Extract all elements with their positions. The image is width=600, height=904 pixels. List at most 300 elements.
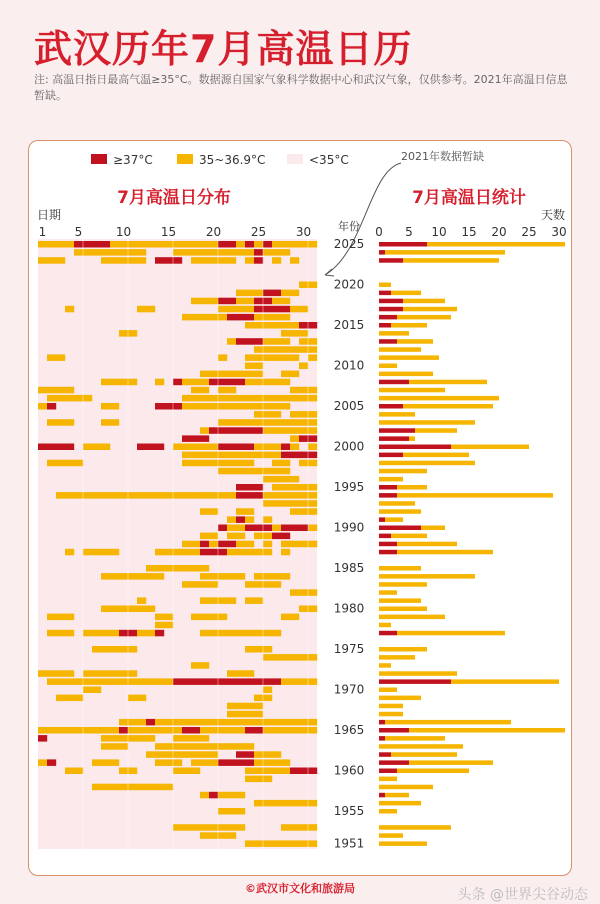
heat-cell-2025-day20 [209,241,218,248]
heat-cell-1985-day16 [173,565,182,572]
heat-cell-1994-day24 [245,492,254,499]
heat-cell-1960-day29 [290,768,299,775]
heat-cell-1960-day16 [173,768,182,775]
heat-cell-1957-day23 [236,792,245,799]
heat-cell-1971-day2 [47,678,56,685]
heat-cell-1977-day12 [137,630,146,637]
heat-cell-1997-day24 [245,468,254,475]
heat-cell-1997-day21 [218,468,227,475]
heat-cell-2023-day22 [227,257,236,264]
bar-hot-1965 [379,728,409,733]
bar-hot-1957 [379,793,385,798]
heat-cell-1984-day20 [209,573,218,580]
heat-cell-2001-day19 [200,435,209,442]
heat-cell-2025-day15 [164,241,173,248]
heat-cell-1966-day20 [209,719,218,726]
heat-cell-2013-day24 [245,338,254,345]
heat-cell-1969-day11 [128,695,137,702]
heat-cell-1975-day10 [119,646,128,653]
heat-cell-1985-day14 [155,565,164,572]
heat-cell-1952-day22 [227,832,236,839]
heat-cell-1966-day30 [299,719,308,726]
heat-cell-1960-day5 [74,768,83,775]
heat-cell-1994-day10 [119,492,128,499]
bar-hot-1995 [379,485,397,490]
heat-cell-1969-day12 [137,695,146,702]
heat-cell-2024-day10 [119,249,128,256]
legend-swatch-hot [91,154,107,164]
bar-x-tick-15: 15 [461,225,477,239]
heat-cell-2007-day21 [218,387,227,394]
heat-cell-2007-day1 [38,387,47,394]
heat-cell-1953-day23 [236,824,245,831]
bar-warm-1972 [379,671,457,676]
heat-cell-2012-day25 [254,346,263,353]
heat-cell-1999-day25 [254,452,263,459]
heat-cell-2004-day27 [272,411,281,418]
heat-cell-1980-day8 [101,606,110,613]
heat-cell-1991-day24 [245,516,254,523]
heat-cell-1961-day15 [164,759,173,766]
heat-cell-1994-day6 [83,492,92,499]
heat-cell-2017-day30 [299,306,308,313]
heat-cell-1965-day6 [83,727,92,734]
heat-cell-2024-day22 [227,249,236,256]
heat-cell-2009-day25 [254,371,263,378]
bar-warm-1961 [409,760,493,765]
heat-cell-2025-day17 [182,241,191,248]
watermark: 头条 @世界尖谷动态 [457,887,588,903]
heat-cell-2019-day24 [245,290,254,297]
heat-cell-2024-day16 [173,249,182,256]
heat-cell-2011-day26 [263,354,272,361]
bar-hot-2024 [379,250,385,255]
heat-cell-1962-day27 [272,751,281,758]
heat-cell-2012-day31 [308,346,317,353]
heat-cell-1978-day14 [155,622,164,629]
bar-warm-2014 [379,331,409,336]
heat-cell-1979-day15 [164,614,173,621]
heat-cell-1964-day19 [200,735,209,742]
heat-cell-1953-day22 [227,824,236,831]
heat-cell-2005-day28 [281,403,290,410]
heat-cell-1987-day20 [209,549,218,556]
heat-cell-1977-day24 [245,630,254,637]
heat-cell-2023-day3 [56,257,65,264]
heat-cell-2000-day26 [263,444,272,451]
heat-cell-1988-day22 [227,541,236,548]
heat-cell-1998-day4 [65,460,74,467]
heat-cell-1992-day29 [290,508,299,515]
heat-cell-2014-day11 [128,330,137,337]
heat-cell-2007-day29 [290,387,299,394]
heat-cell-1998-day5 [74,460,83,467]
heat-cell-2005-day19 [200,403,209,410]
heat-cell-1963-day14 [155,743,164,750]
heat-cell-1961-day9 [110,759,119,766]
heat-cell-1990-day27 [272,525,281,532]
heat-cell-2006-day24 [245,395,254,402]
heat-cell-2004-day30 [299,411,308,418]
heat-cell-1998-day23 [236,460,245,467]
heat-cell-2025-day23 [236,241,245,248]
heat-cell-2011-day3 [56,354,65,361]
heat-cell-1962-day13 [146,751,155,758]
bar-warm-1952 [379,833,403,838]
bar-warm-1956 [379,801,421,806]
bar-hot-2017 [379,307,403,312]
bar-warm-1969 [379,696,421,701]
heat-cell-1998-day24 [245,460,254,467]
heat-cell-1987-day25 [254,549,263,556]
heat-cell-2025-day31 [308,241,317,248]
heat-cell-1977-day26 [263,630,272,637]
heatmap-x-tick-5: 5 [74,225,83,239]
bar-warm-1982 [379,590,397,595]
heat-cell-2008-day9 [110,379,119,386]
heat-cell-1966-day26 [263,719,272,726]
heat-cell-1994-day13 [146,492,155,499]
heat-cell-2018-day23 [236,298,245,305]
heat-cell-2000-day1 [38,444,47,451]
heat-cell-1987-day24 [245,549,254,556]
heat-cell-1990-day28 [281,525,290,532]
heat-cell-1972-day1 [38,670,47,677]
heat-cell-1999-day27 [272,452,281,459]
heat-cell-1965-day24 [245,727,254,734]
heat-cell-2006-day29 [290,395,299,402]
heat-cell-1966-day24 [245,719,254,726]
heat-cell-2000-day23 [236,444,245,451]
heat-cell-2023-day9 [110,257,119,264]
heat-cell-1996-day26 [263,476,272,483]
heat-cell-1993-day27 [272,500,281,507]
bar-warm-2024 [385,250,505,255]
heat-cell-1962-day18 [191,751,200,758]
heat-cell-1980-day31 [308,606,317,613]
bar-warm-1973 [379,663,391,668]
heat-cell-1992-day19 [200,508,209,515]
heat-cell-2016-day21 [218,314,227,321]
heat-cell-2023-day12 [137,257,146,264]
heat-cell-1971-day6 [83,678,92,685]
heat-cell-2000-day6 [83,444,92,451]
heat-cell-1979-day29 [290,614,299,621]
heat-cell-1962-day20 [209,751,218,758]
heat-cell-1953-day20 [209,824,218,831]
heat-cell-1985-day18 [191,565,200,572]
heat-cell-1969-day5 [74,695,83,702]
legend-swatch-warm [177,154,193,164]
heat-cell-1980-day13 [146,606,155,613]
heat-cell-1994-day15 [164,492,173,499]
legend-label-hot: ≥37°C [113,153,153,167]
heat-cell-1956-day25 [254,800,263,807]
calendar-chart [29,141,572,876]
heat-cell-1961-day27 [272,759,281,766]
heat-cell-1989-day28 [281,533,290,540]
heat-cell-2005-day2 [47,403,56,410]
heat-cell-1987-day17 [182,549,191,556]
heat-cell-2005-day23 [236,403,245,410]
heat-cell-2010-day30 [299,363,308,370]
heat-cell-2008-day23 [236,379,245,386]
bar-hot-2001 [379,436,409,441]
heat-cell-1967-day23 [236,711,245,718]
heatmap-x-tick-1: 1 [38,225,47,239]
heat-cell-2002-day31 [308,427,317,434]
heat-cell-1971-day16 [173,678,182,685]
heat-cell-1965-day26 [263,727,272,734]
heat-cell-2020-day31 [308,282,317,289]
heat-cell-1984-day9 [110,573,119,580]
heat-cell-1998-day17 [182,460,191,467]
heat-cell-1975-day8 [101,646,110,653]
heat-cell-2017-day24 [245,306,254,313]
heat-cell-2010-day25 [254,363,263,370]
heat-cell-2007-day3 [56,387,65,394]
heat-cell-1993-day29 [290,500,299,507]
heat-cell-2000-day17 [182,444,191,451]
heat-cell-2009-day19 [200,371,209,378]
bar-warm-1997 [379,469,427,474]
heat-cell-1960-day24 [245,768,254,775]
heat-cell-1971-day20 [209,678,218,685]
heat-cell-1956-day26 [263,800,272,807]
heat-cell-1981-day21 [218,597,227,604]
bar-hot-1988 [379,542,397,547]
bar-hot-1962 [379,752,391,757]
heat-cell-1970-day26 [263,687,272,694]
heat-cell-2000-day16 [173,444,182,451]
heat-cell-1956-day30 [299,800,308,807]
heat-cell-1980-day11 [128,606,137,613]
heat-cell-2025-day26 [263,241,272,248]
heat-cell-2024-day21 [218,249,227,256]
year-tick-1975: 1975 [333,642,365,656]
heat-cell-2025-day24 [245,241,254,248]
heat-cell-2016-day28 [281,314,290,321]
heat-cell-1959-day26 [263,776,272,783]
heat-cell-1977-day20 [209,630,218,637]
heat-cell-1966-day12 [137,719,146,726]
heat-cell-1998-day28 [281,460,290,467]
heat-cell-2019-day27 [272,290,281,297]
heat-cell-1994-day4 [65,492,74,499]
heat-cell-2003-day21 [218,419,227,426]
bar-hot-2000 [379,445,451,450]
heat-cell-2017-day23 [236,306,245,313]
bar-chart-title: 7月高温日统计 [412,188,526,208]
heat-cell-1981-day22 [227,597,236,604]
bar-hot-1961 [379,760,409,765]
heat-cell-2014-day29 [290,330,299,337]
heat-cell-1958-day14 [155,784,164,791]
legend-swatch-cool [287,154,303,164]
chart-card [28,140,572,876]
bar-warm-2005 [403,404,493,409]
heat-cell-2005-day26 [263,403,272,410]
heat-cell-1983-day24 [245,581,254,588]
bar-warm-1987 [397,550,493,555]
heat-cell-1965-day10 [119,727,128,734]
heat-cell-1989-day25 [254,533,263,540]
heat-cell-2004-day26 [263,411,272,418]
heat-cell-1987-day8 [101,549,110,556]
heat-cell-1962-day14 [155,751,164,758]
heat-cell-1961-day18 [191,759,200,766]
bar-hot-2005 [379,404,403,409]
bar-warm-1960 [397,769,469,774]
heat-cell-2007-day4 [65,387,74,394]
heat-cell-1953-day16 [173,824,182,831]
bar-warm-1988 [397,542,457,547]
heat-cell-1965-day18 [191,727,200,734]
heat-cell-1994-day30 [299,492,308,499]
year-axis-label: 年份 [338,220,360,233]
heat-cell-2007-day30 [299,387,308,394]
heat-cell-1977-day10 [119,630,128,637]
heat-cell-1971-day10 [119,678,128,685]
heat-cell-2013-day30 [299,338,308,345]
heat-cell-1965-day9 [110,727,119,734]
year-tick-1960: 1960 [333,763,365,778]
heat-cell-1961-day24 [245,759,254,766]
heat-cell-1961-day8 [101,759,110,766]
bar-hot-2015 [379,323,391,328]
heat-cell-1996-day29 [290,476,299,483]
heat-cell-2008-day10 [119,379,128,386]
heat-cell-2011-day25 [254,354,263,361]
year-tick-2025: 2025 [333,237,365,251]
heat-cell-2019-day23 [236,290,245,297]
heat-cell-2006-day22 [227,395,236,402]
heat-cell-1989-day27 [272,533,281,540]
heat-cell-2001-day17 [182,435,191,442]
heat-cell-1992-day24 [245,508,254,515]
heat-cell-2002-day22 [227,427,236,434]
heat-cell-1966-day17 [182,719,191,726]
heat-cell-1963-day21 [218,743,227,750]
page-title: 武汉历年7月高温日历 [34,27,413,71]
heat-cell-1963-day20 [209,743,218,750]
heat-cell-2009-day23 [236,371,245,378]
heat-cell-2019-day29 [290,290,299,297]
heat-cell-1972-day24 [245,670,254,677]
heat-cell-1965-day2 [47,727,56,734]
heat-cell-1975-day7 [92,646,101,653]
heat-cell-1998-day21 [218,460,227,467]
heat-cell-1999-day22 [227,452,236,459]
heat-cell-2005-day20 [209,403,218,410]
heat-cell-1966-day31 [308,719,317,726]
heat-cell-1988-day29 [290,541,299,548]
heat-cell-1966-day22 [227,719,236,726]
heat-cell-1959-day24 [245,776,254,783]
bar-warm-2018 [403,299,445,304]
bar-warm-1953 [379,825,451,830]
heat-cell-1989-day23 [236,533,245,540]
heat-cell-2015-day27 [272,322,281,329]
heat-cell-1965-day11 [128,727,137,734]
heat-cell-1973-day18 [191,662,200,669]
heat-cell-1994-day14 [155,492,164,499]
heat-cell-2011-day24 [245,354,254,361]
heat-cell-2025-day10 [119,241,128,248]
heat-cell-1979-day21 [218,614,227,621]
heat-cell-2019-day25 [254,290,263,297]
bar-warm-2007 [379,388,445,393]
heat-cell-1977-day3 [56,630,65,637]
heat-cell-1996-day27 [272,476,281,483]
heat-cell-1999-day24 [245,452,254,459]
heat-cell-2014-day10 [119,330,128,337]
heat-cell-1974-day29 [290,654,299,661]
heat-cell-1987-day6 [83,549,92,556]
heat-cell-1953-day31 [308,824,317,831]
heat-cell-1963-day19 [200,743,209,750]
heat-cell-2017-day28 [281,306,290,313]
heat-cell-1971-day21 [218,678,227,685]
heat-cell-1974-day28 [281,654,290,661]
heat-cell-2008-day8 [101,379,110,386]
bar-warm-1990 [421,526,445,531]
heat-cell-2019-day28 [281,290,290,297]
heatmap-x-tick-30: 30 [295,225,312,239]
heat-cell-1977-day22 [227,630,236,637]
heat-cell-1966-day29 [290,719,299,726]
heat-cell-1953-day21 [218,824,227,831]
heat-cell-1966-day27 [272,719,281,726]
bar-warm-1971 [451,679,559,684]
heat-cell-2002-day27 [272,427,281,434]
heat-cell-2025-day11 [128,241,137,248]
bar-warm-1979 [379,615,445,620]
bar-warm-1978 [379,623,391,628]
heat-cell-1979-day14 [155,614,164,621]
heat-cell-1977-day25 [254,630,263,637]
heat-cell-2016-day17 [182,314,191,321]
heat-cell-1995-day29 [290,484,299,491]
heat-cell-1998-day20 [209,460,218,467]
heat-cell-2017-day29 [290,306,299,313]
heat-cell-2015-day31 [308,322,317,329]
heat-cell-2006-day31 [308,395,317,402]
heat-cell-2006-day26 [263,395,272,402]
heat-cell-2002-day26 [263,427,272,434]
heat-cell-1990-day26 [263,525,272,532]
heat-cell-1963-day22 [227,743,236,750]
heat-cell-2024-day27 [272,249,281,256]
heat-cell-1994-day3 [56,492,65,499]
heat-cell-2023-day21 [218,257,227,264]
heat-cell-1977-day21 [218,630,227,637]
heat-cell-2000-day27 [272,444,281,451]
heat-cell-2006-day20 [209,395,218,402]
heat-cell-1985-day17 [182,565,191,572]
heat-cell-2008-day25 [254,379,263,386]
heat-cell-2025-day30 [299,241,308,248]
heat-cell-2006-day2 [47,395,56,402]
year-tick-1970: 1970 [333,682,365,697]
heat-cell-1951-day27 [272,840,281,847]
heat-cell-2002-day25 [254,427,263,434]
heat-cell-1958-day15 [164,784,173,791]
heat-cell-1958-day8 [101,784,110,791]
heat-cell-1977-day6 [83,630,92,637]
heat-cell-1971-day5 [74,678,83,685]
heat-cell-1971-day24 [245,678,254,685]
